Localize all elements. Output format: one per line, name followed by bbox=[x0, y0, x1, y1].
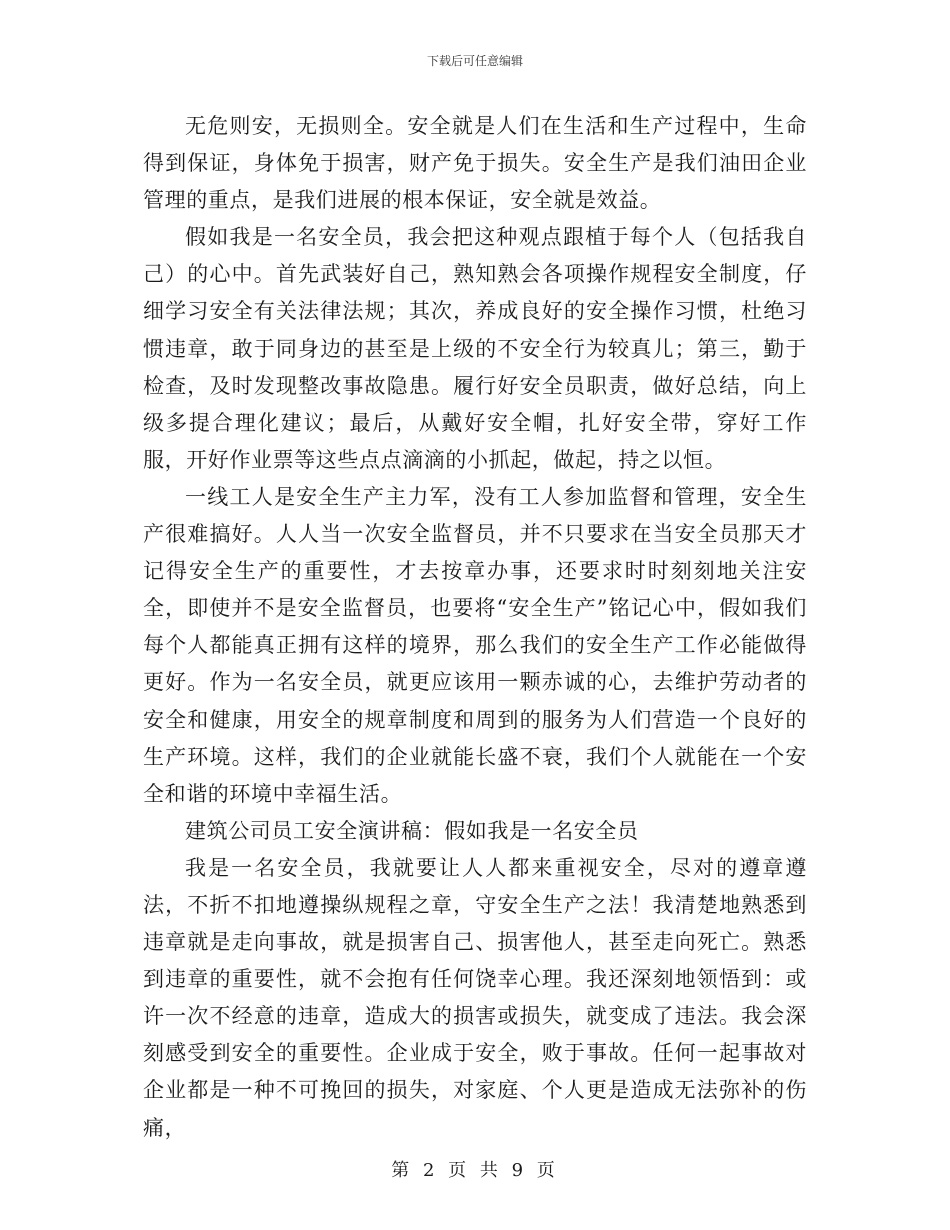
document-body bbox=[143, 108, 807, 1147]
page-number: 第 2 页 共 9 页 bbox=[391, 1160, 559, 1181]
paragraph-3: 一线工人是安全生产主力军，没有工人参加监督和管理，安全生产很难搞好。人人当一次安全监督员，并不只要求在当安全员那天才记得安全生产的重要性，才去按章办事，还要求时时刻刻地关注安全，即使并不是安全监督员，也要将“安全生产”铭记心中，假如我们每个人都能真正拥有这样的境界，那么我们的安全生产工作必能做得更好。作为一名安全员，就更应该用一颗赤诚的心，去维护劳动者的安全和健康，用安全的规章制度和周到的服务为人们营造一个良好的生产环境。这样，我们的企业就能长盛不衰，我们个人就能在一个安全和谐的环境中幸福生活。 bbox=[143, 484, 807, 806]
paragraph-1: 无危则安，无损则全。安全就是人们在生活和生产过程中，生命得到保证，身体免于损害，财产免于损失。安全生产是我们油田企业管理的重点，是我们进展的根本保证，安全就是效益。 bbox=[143, 114, 807, 213]
paragraph-2: 假如我是一名安全员，我会把这种观点跟植于每个人（包括我自己）的心中。首先武装好自己，熟知熟会各项操作规程安全制度，仔细学习安全有关法律法规；其次，养成良好的安全操作习惯，杜绝习惯违章，敢于同身边的甚至是上级的不安全行为较真儿；第三，勤于检查，及时发现整改事故隐患。履行好安全员职责，做好总结，向上级多提合理化建议；最后，从戴好安全帽，扎好安全带，穿好工作服，开好作业票等这些点点滴滴的小抓起，做起，持之以恒。 bbox=[143, 225, 807, 472]
paragraph-4: 我是一名安全员，我就要让人人都来重视安全，尽对的遵章遵法，不折不扣地遵操纵规程之章，守安全生产之法！我清楚地熟悉到违章就是走向事故，就是损害自己、损害他人，甚至走向死亡。熟悉到违章的重要性，就不会抱有任何饶幸心理。我还深刻地领悟到：或许一次不经意的违章，造成大的损害或损失，就变成了违法。我会深刻感受到安全的重要性。企业成于安全，败于事故。任何一起事故对企业都是一种不可挽回的损失，对家庭、个人更是造成无法弥补的伤痛， bbox=[143, 855, 807, 1140]
page-header-note: 下载后可任意编辑 bbox=[426, 54, 523, 68]
section-title: 建筑公司员工安全演讲稿：假如我是一名安全员 bbox=[185, 818, 639, 843]
